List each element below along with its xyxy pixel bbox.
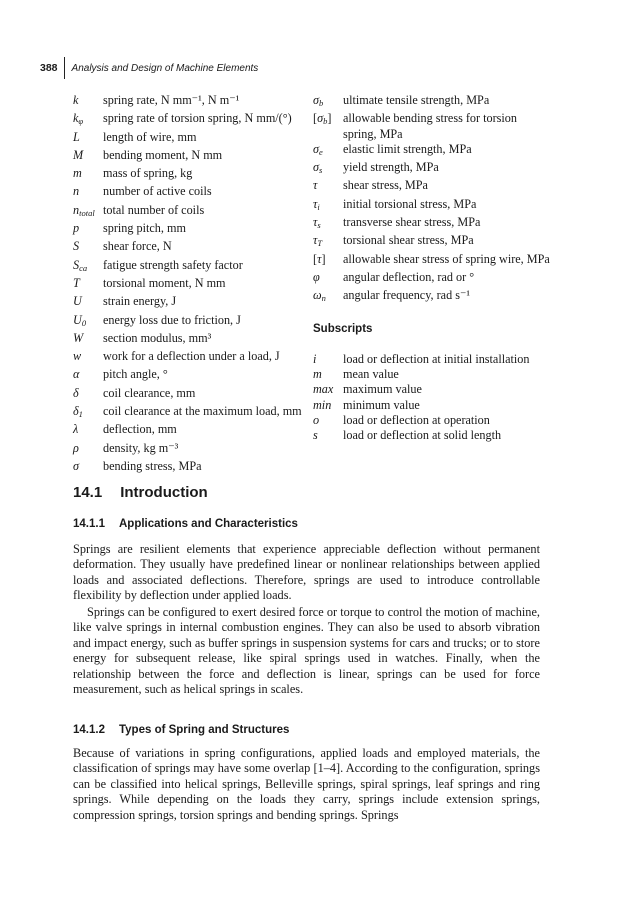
symbol [73,130,103,148]
symbol-char: M [73,147,84,162]
section-heading [73,484,208,501]
symbol-char: σ [73,458,80,473]
symbol-char: U [73,312,82,327]
nomenclature-row [313,428,553,443]
definition: mean value [343,367,399,382]
definition: pitch angle, ° [103,367,168,382]
symbol [313,215,343,233]
symbol [73,239,103,257]
nomenclature-row [313,111,553,142]
symbol-char: T [73,275,80,290]
symbol [73,441,103,459]
page-number: 388 [40,62,58,74]
symbol [73,367,103,385]
symbol [73,422,103,440]
nomenclature-row [73,111,308,129]
definition: section modulus, mm³ [103,330,212,345]
symbol-char: σ [313,141,320,156]
nomenclature-row [313,367,553,382]
symbol [73,111,103,129]
symbol [73,166,103,184]
paragraph: Because of variations in spring configurations, applied loads and employed materials, the classification of springs may have some overlap [1–4]. According to the configuration, springs can be classified into helical springs, Belleville springs, spiral springs, leaf springs and ring springs. While depending on the loads they carry, springs include extension springs, compression springs, torsion springs and bending springs. Springs [73,746,540,822]
nomenclature-row [313,142,553,160]
symbol-char: m [313,367,322,382]
symbol [313,398,343,413]
nomenclature-row [73,313,308,331]
symbol-subscript: s [317,220,321,231]
symbol-char: L [73,129,80,144]
symbol [313,413,343,428]
symbol-char: p [73,221,80,236]
symbol-char: α [73,367,80,382]
symbol-char: λ [73,422,79,437]
symbol [313,270,343,288]
nomenclature-row [73,93,308,111]
nomenclature-row [313,288,553,306]
symbol-subscript: ca [79,262,88,273]
definition: maximum value [343,382,422,397]
nomenclature-row [73,441,308,459]
symbol-char: S [73,239,80,254]
nomenclature-row [73,367,308,385]
symbol [73,221,103,239]
paragraph: Springs can be configured to exert desired force or torque to control the motion of machine, like valve springs in internal combustion engines. They can also be used to absorb vibration and impact energy, such as buffer springs in suspension systems for cars and trucks; or to store energy for subsequent release, like spiral springs used in watches. Finally, when the relationship between the force and deflection is linear, springs can be used for force measurement, such as helical springs in scales. [73,605,540,697]
definition: spring rate, N mm⁻¹, N m⁻¹ [103,93,240,107]
subscripts-list [313,352,553,444]
symbol [73,258,103,276]
symbol [313,233,343,251]
definition: strain energy, J [103,294,177,309]
symbol [313,197,343,215]
definition: bending moment, N mm [103,147,223,162]
section-title: Introduction [120,484,208,501]
definition: mass of spring, kg [103,166,193,181]
definition: spring rate of torsion spring, N mm/(°) [103,111,292,126]
symbol [313,178,343,196]
nomenclature-right-column [313,93,553,444]
bracket-open: [ [313,251,318,266]
definition: density, kg m⁻³ [103,440,179,455]
symbol-char: w [73,349,82,364]
nomenclature-row [73,166,308,184]
nomenclature-row [73,459,308,477]
running-title: Analysis and Design of Machine Elements [71,62,259,74]
symbol-char: σ [313,160,320,175]
definition: bending stress, MPa [103,458,202,473]
subsection-title: Applications and Characteristics [118,518,298,530]
symbol-subscript: s [319,165,323,176]
symbol-char: φ [313,269,320,284]
definition: torsional shear stress, MPa [343,233,474,248]
nomenclature-row [73,221,308,239]
definition: load or deflection at solid length [343,428,502,443]
symbol-char: k [73,111,79,126]
nomenclature-row [313,398,553,413]
definition: length of wire, mm [103,129,197,144]
nomenclature-row [313,233,553,251]
section-number: 14.1 [73,484,103,501]
running-header [40,58,258,78]
definition: energy loss due to friction, J [103,312,241,327]
nomenclature-right-list [313,93,553,307]
symbol-char: max [313,382,334,397]
subsection-number: 14.1.1 [73,518,105,530]
symbol [313,252,343,270]
nomenclature-row [313,197,553,215]
symbol-char: n [73,184,80,199]
nomenclature-row [313,252,553,270]
nomenclature-row [313,160,553,178]
symbol-subscript: b [319,98,324,108]
header-rule [64,57,65,79]
nomenclature-row [73,331,308,349]
nomenclature-row [73,349,308,367]
symbol-subscript: 0 [81,317,87,328]
nomenclature-row [313,178,553,196]
symbol [313,142,343,160]
symbol-subscript: b [323,116,328,127]
subscripts-heading: Subscripts [313,322,373,335]
symbol-subscript: i [317,201,320,212]
nomenclature-row [73,422,308,440]
symbol [313,428,343,443]
definition: initial torsional stress, MPa [343,196,477,211]
definition: allowable bending stress for torsion spring, MPa [343,111,517,141]
definition: shear force, N [103,239,172,254]
symbol-subscript: e [319,146,323,157]
symbol [313,382,343,397]
symbol [73,313,103,331]
definition: load or deflection at initial installation [343,351,530,366]
symbol-char: ρ [73,440,79,455]
definition: fatigue strength safety factor [103,257,243,272]
symbol-char: n [73,202,80,217]
subsection-heading-1 [73,518,298,530]
symbol [73,331,103,349]
bracket-close: ] [321,251,326,266]
definition: coil clearance at the maximum load, mm [103,404,302,419]
symbol-subscript: T [317,238,323,249]
definition: minimum value [343,397,420,412]
symbol-char: δ [73,404,79,419]
nomenclature-row [73,258,308,276]
symbol [73,148,103,166]
symbol [73,386,103,404]
nomenclature-row [73,184,308,202]
symbol-char: τ [313,196,318,211]
symbol-char: τ [313,233,318,248]
definition: spring pitch, mm [103,221,186,236]
symbol [73,93,103,111]
nomenclature-row [313,413,553,428]
definition: work for a deflection under a load, J [103,349,280,364]
symbol [73,349,103,367]
symbol-char: τ [317,251,322,266]
definition: number of active coils [103,184,212,199]
symbol-char: δ [73,385,79,400]
bracket-open: [ [313,111,318,126]
symbol-char: m [73,166,82,181]
definition: elastic limit strength, MPa [343,141,472,156]
nomenclature-row [313,93,553,111]
nomenclature-row [73,203,308,221]
symbol [73,203,103,221]
nomenclature-row [313,270,553,288]
definition: angular frequency, rad s⁻¹ [343,288,471,303]
symbol-char: σ [317,111,324,126]
symbol-char: S [73,257,80,272]
symbol [73,459,103,477]
symbol [73,276,103,294]
definition: load or deflection at operation [343,413,490,428]
nomenclature-row [313,352,553,367]
nomenclature-left-column [73,93,308,477]
definition: ultimate tensile strength, MPa [343,93,490,107]
nomenclature-row [73,276,308,294]
symbol-subscript: φ [78,116,84,127]
symbol-char: τ [313,178,318,193]
symbol-subscript: n [321,293,326,304]
nomenclature-row [313,382,553,397]
symbol [313,160,343,178]
symbol-subscript: total [79,207,95,218]
symbol [313,352,343,367]
definition: shear stress, MPa [343,178,428,193]
subsection-heading-2 [73,724,289,736]
nomenclature-row [73,404,308,422]
symbol-char: k [73,93,79,107]
definition: coil clearance, mm [103,385,196,400]
nomenclature-row [73,294,308,312]
definition: allowable shear stress of spring wire, MPa [343,251,550,266]
nomenclature-row [73,148,308,166]
subsection-title: Types of Spring and Structures [118,724,290,736]
symbol [73,184,103,202]
symbol-char: min [313,397,332,412]
nomenclature-row [73,130,308,148]
definition: deflection, mm [103,422,177,437]
definition: torsional moment, N mm [103,275,226,290]
symbol [313,367,343,382]
definition: yield strength, MPa [343,160,439,175]
symbol-char: τ [313,215,318,230]
symbol-char: i [313,351,317,366]
symbol [313,288,343,306]
subsection-number: 14.1.2 [73,724,105,736]
nomenclature-row [73,386,308,404]
symbol-char: W [73,330,84,345]
symbol [313,111,343,142]
definition: transverse shear stress, MPa [343,215,481,230]
definition: total number of coils [103,202,205,217]
symbol-char: o [313,413,320,428]
symbol [313,93,343,111]
symbol [73,404,103,422]
nomenclature-row [313,215,553,233]
definition: angular deflection, rad or ° [343,269,475,284]
symbol-subscript: 1 [78,409,83,420]
symbol [73,294,103,312]
symbol-char: s [313,428,318,443]
paragraph: Springs are resilient elements that experience appreciable deflection without permanent deformation. They usually have predefined linear or nonlinear relationships between applied loads and associated deflections. Therefore, springs are used to introduce controllable flexibility by deflection under applied loads. [73,542,540,603]
symbol-char: U [73,294,82,309]
symbol-char: ω [313,288,322,303]
symbol-char: σ [313,93,320,107]
nomenclature-row [73,239,308,257]
bracket-close: ] [327,111,332,126]
